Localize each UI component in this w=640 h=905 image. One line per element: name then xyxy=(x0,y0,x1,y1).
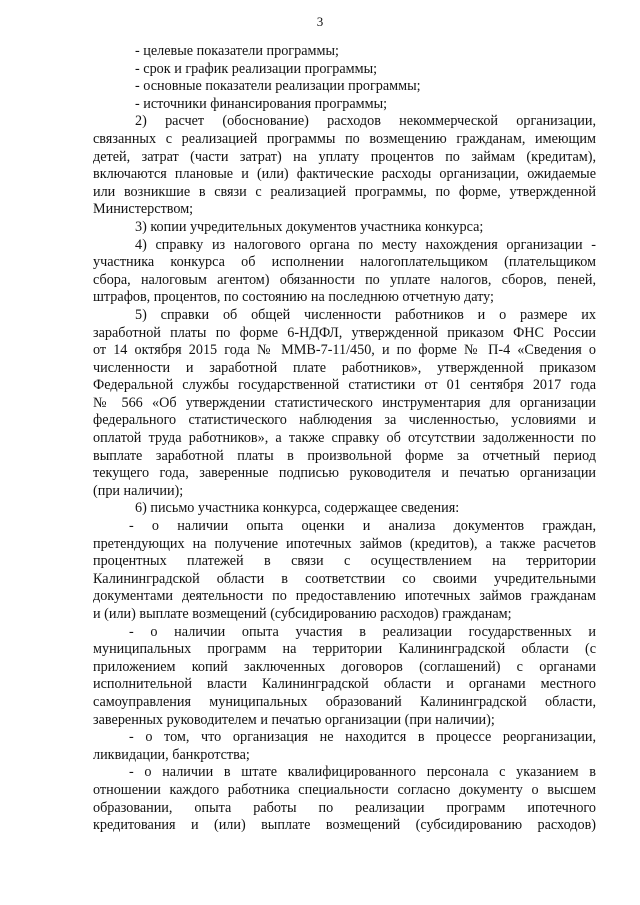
text-line: - срок и график реализации программы; xyxy=(135,60,378,77)
text-line: численности и заработной плате работников», утвержденной приказом xyxy=(93,359,596,376)
text-line: выплате заработной платы в произвольной форме за отчетный период xyxy=(93,447,596,464)
text-line: самоуправления муниципальных образований Калининградской области, xyxy=(93,693,596,710)
text-line: 2) расчет (обоснование) расходов некоммерческой организации, xyxy=(135,113,596,130)
text-line: № 566 «Об утверждении статистического инструментария для организации xyxy=(93,394,596,411)
text-line: Федеральной службы государственной статистики от 01 сентября 2017 года xyxy=(93,377,596,394)
text-line: 4) справку из налогового органа по месту нахождения организации - xyxy=(135,236,596,253)
text-line: текущего года, заверенные подписью руководителя и печатью организации xyxy=(93,465,596,482)
text-line: - о наличии опыта участия в реализации государственных и xyxy=(129,623,596,640)
text-line: кредитования и (или) выплате возмещений (субсидированию расходов) xyxy=(93,817,596,834)
text-line: - о наличии в штате квалифицированного персонала с указанием в xyxy=(129,764,596,781)
text-line: заверенных руководителем и печатью организации (при наличии); xyxy=(93,711,495,728)
text-line: процентных платежей в связи с осуществлением на территории xyxy=(93,553,596,570)
text-line: участника конкурса об исполнении налогоплательщиком (плательщиком xyxy=(93,254,596,271)
text-line: - о наличии опыта оценки и анализа документов граждан, xyxy=(129,518,596,535)
text-line: включаются плановые и (или) фактические расходы организации, ожидаемые xyxy=(93,166,596,183)
text-line: исполнительной власти Калининградской области и органами местного xyxy=(93,676,596,693)
text-line: заработной платы по форме 6-НДФЛ, утвержденной приказом ФНС России xyxy=(93,324,596,341)
text-line: - основные показатели реализации программы; xyxy=(135,78,421,95)
text-line: оплатой труда работников», а также справку об отсутствии задолженности по xyxy=(93,430,596,447)
text-line: документами деятельности по предоставлению ипотечных займов гражданам xyxy=(93,588,596,605)
text-line: - источники финансирования программы; xyxy=(135,95,388,112)
text-line: от 14 октября 2015 года № ММВ-7-11/450, и по форме № П-4 «Сведения о xyxy=(93,342,596,359)
text-line: федерального статистического наблюдения за численностью, условиями и xyxy=(93,412,596,429)
text-line: детей, затрат (части затрат) на уплату процентов по займам (кредитам), xyxy=(93,148,596,165)
text-line: Министерством; xyxy=(93,201,194,218)
text-line: сбора, налоговым агентом) обязанности по уплате налогов, сборов, пеней, xyxy=(93,271,596,288)
text-line: муниципальных программ на территории Калининградской области (с xyxy=(93,641,596,658)
page-number: 3 xyxy=(316,14,324,29)
text-line: - целевые показатели программы; xyxy=(135,43,339,59)
text-line: отношении каждого работника специальности согласно документу о высшем xyxy=(93,781,596,798)
document-body xyxy=(93,43,596,835)
text-line: приложением копий заключенных договоров (соглашений) с органами xyxy=(93,658,596,675)
text-line: ликвидации, банкротства; xyxy=(93,746,250,763)
text-line: штрафов, процентов, по состоянию на последнюю отчетную дату; xyxy=(93,289,494,306)
text-line: 6) письмо участника конкурса, содержащее сведения: xyxy=(135,500,460,517)
text-line: Калининградской области в соответствии со своими учредительными xyxy=(93,570,596,587)
text-line: претендующих на получение ипотечных займов (кредитов), а также расчетов xyxy=(93,535,596,552)
text-line: образовании, опыта работы по реализации программ ипотечного xyxy=(93,799,596,816)
text-line: 5) справки об общей численности работников и о размере их xyxy=(135,306,596,323)
text-line: и (или) выплате возмещений (субсидированию расходов) гражданам; xyxy=(93,606,512,622)
text-line: связанных с реализацией программы по возмещению гражданам, имеющим xyxy=(93,130,596,147)
text-line: или возникшие в связи с реализацией программы, по форме, утвержденной xyxy=(93,183,596,200)
text-line: (при наличии); xyxy=(93,482,184,499)
text-line: - о том, что организация не находится в процессе реорганизации, xyxy=(129,729,596,746)
text-line: 3) копии учредительных документов участника конкурса; xyxy=(135,218,484,235)
